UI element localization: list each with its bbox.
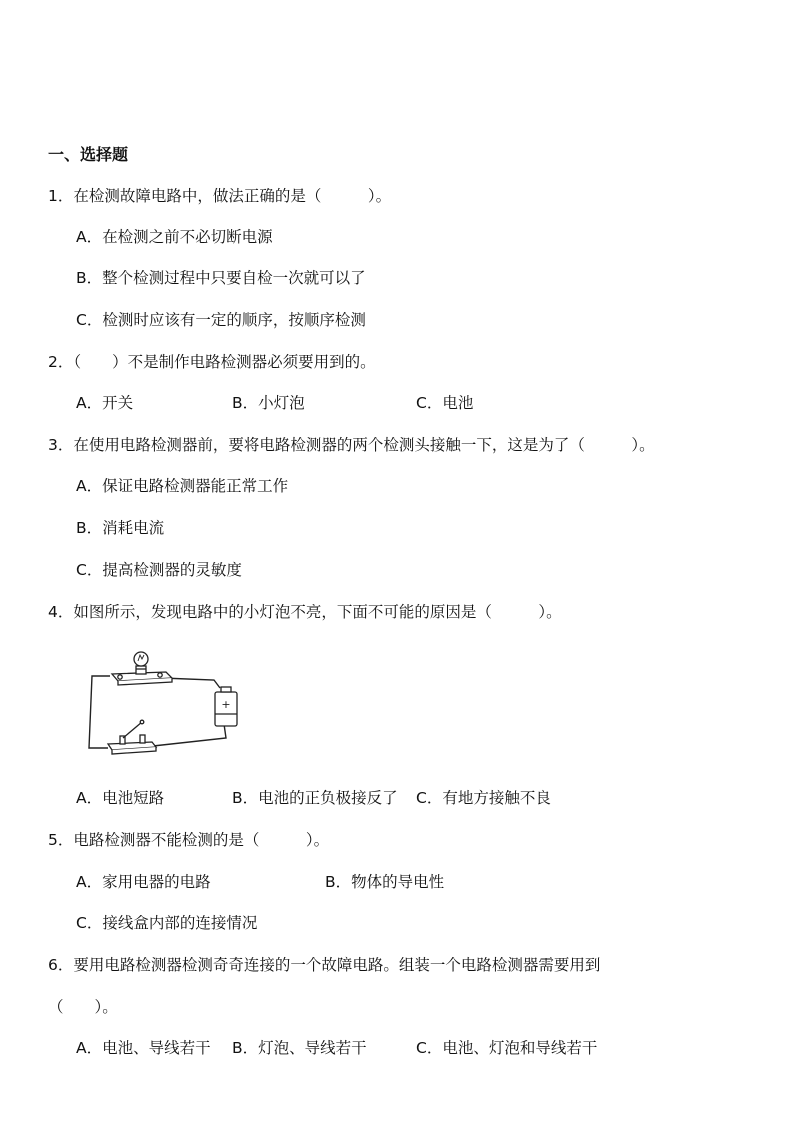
question-5-option-b: B．物体的导电性 <box>325 873 445 891</box>
question-4-option-b: B．电池的正负极接反了 <box>232 789 398 807</box>
bulb-icon <box>134 652 148 674</box>
question-2-stem: 2．（ ）不是制作电路检测器必须要用到的。 <box>48 353 376 371</box>
question-3-option-c: C．提高检测器的灵敏度 <box>76 561 242 579</box>
svg-text:+: + <box>221 698 231 711</box>
question-2-option-a: A．开关 <box>76 394 134 412</box>
question-5-option-c: C．接线盒内部的连接情况 <box>76 914 258 932</box>
question-1-option-a: A．在检测之前不必切断电源 <box>76 228 273 246</box>
question-1-stem: 1．在检测故障电路中，做法正确的是（ ）。 <box>48 187 392 205</box>
question-6-stem: 6．要用电路检测器检测奇奇连接的一个故障电路。组装一个电路检测器需要用到 <box>48 956 601 974</box>
switch-icon <box>108 720 156 754</box>
wire-loop <box>89 676 226 748</box>
question-3-option-b: B．消耗电流 <box>76 519 165 537</box>
section-title: 一、选择题 <box>48 145 129 164</box>
question-6-stem-continued: （ ）。 <box>48 998 118 1016</box>
question-6-option-c: C．电池、灯泡和导线若干 <box>416 1039 598 1057</box>
question-4-stem: 4．如图所示，发现电路中的小灯泡不亮，下面不可能的原因是（ ）。 <box>48 603 562 621</box>
circuit-diagram <box>80 646 250 756</box>
question-4-option-a: A．电池短路 <box>76 789 165 807</box>
question-2-option-b: B．小灯泡 <box>232 394 305 412</box>
battery-icon <box>215 687 237 726</box>
question-3-option-a: A．保证电路检测器能正常工作 <box>76 477 289 495</box>
question-6-option-a: A．电池、导线若干 <box>76 1039 211 1057</box>
question-1-option-c: C．检测时应该有一定的顺序，按顺序检测 <box>76 311 366 329</box>
question-2-option-c: C．电池 <box>416 394 474 412</box>
question-1-option-b: B．整个检测过程中只要自检一次就可以了 <box>76 269 366 287</box>
question-3-stem: 3．在使用电路检测器前，要将电路检测器的两个检测头接触一下，这是为了（ ）。 <box>48 436 655 454</box>
question-6-option-b: B．灯泡、导线若干 <box>232 1039 367 1057</box>
question-5-option-a: A．家用电器的电路 <box>76 873 211 891</box>
question-4-option-c: C．有地方接触不良 <box>416 789 551 807</box>
question-5-stem: 5．电路检测器不能检测的是（ ）。 <box>48 831 330 849</box>
